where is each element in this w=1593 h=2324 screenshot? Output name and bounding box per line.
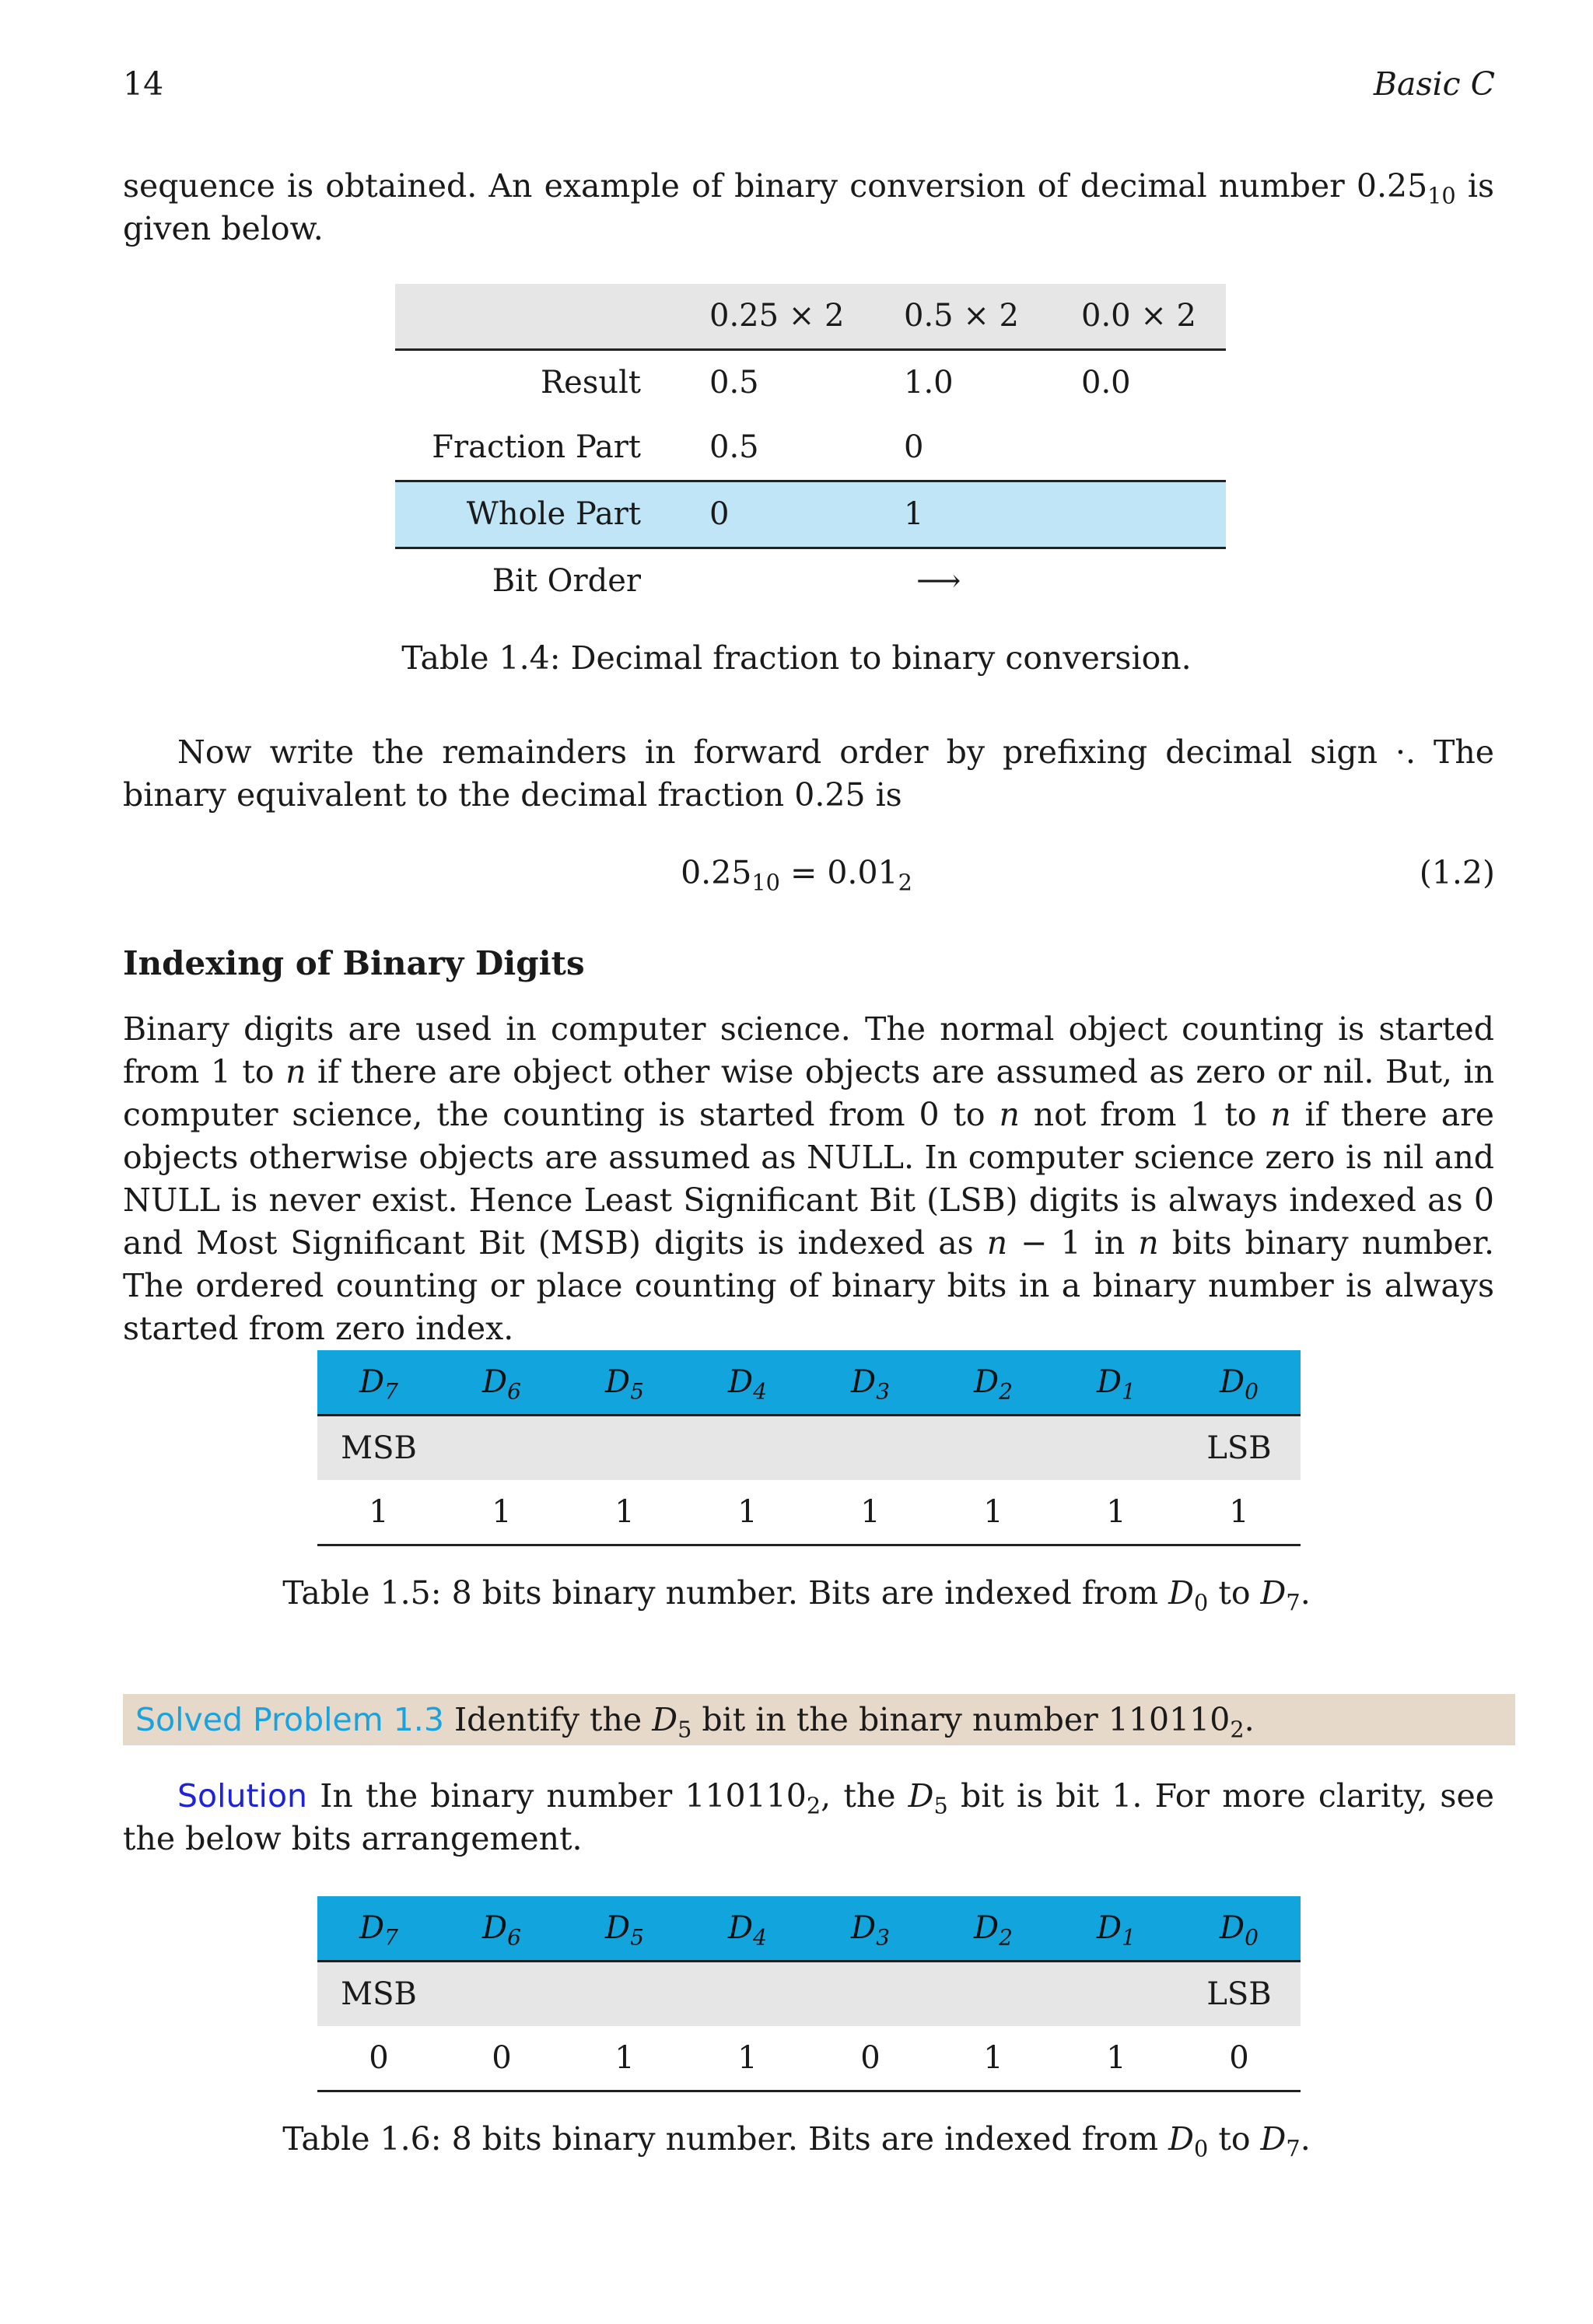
bit-label: $D_3$: [851, 1364, 890, 1405]
table-1-6: [317, 1896, 1301, 2092]
bit-index-row: [317, 1350, 1301, 1416]
table-caption: Table 1.5: 8 bits binary number. Bits are indexed from $D_0$ to $D_7$.: [282, 1574, 1311, 1616]
bit-value: 1: [369, 1494, 389, 1530]
table-cell: 1: [904, 496, 924, 532]
bit-value: 0: [1229, 2040, 1249, 2076]
row-label: Fraction Part: [432, 429, 641, 465]
bit-index-row: [317, 1896, 1301, 1962]
bit-value: 1: [737, 1494, 758, 1530]
header-cell: 0.0 × 2: [1081, 298, 1197, 334]
running-title: Basic C: [1373, 65, 1495, 103]
table-cell: 0.5: [709, 429, 759, 465]
bit-value: 0: [860, 2040, 881, 2076]
bit-label: $D_4$: [728, 1910, 767, 1951]
lsb-label: LSB: [1206, 1976, 1272, 2012]
equation-number: (1.2): [1419, 854, 1495, 891]
table-cell: 1.0: [904, 365, 954, 401]
msb-lsb-row: [317, 1962, 1301, 2026]
table-caption: Table 1.6: 8 bits binary number. Bits are indexed from $D_0$ to $D_7$.: [282, 2120, 1311, 2162]
header-cell: 0.25 × 2: [709, 298, 845, 334]
bit-value: 0: [492, 2040, 512, 2076]
bit-label: $D_4$: [728, 1364, 767, 1405]
bit-value-row: [317, 1480, 1301, 1546]
table-cell: 0.5: [709, 365, 759, 401]
table-row-result: [395, 351, 1226, 415]
page-number: 14: [123, 65, 164, 103]
solution-paragraph: Solution In the binary number $110110_2$, the $D_5$ bit is bit 1. For more clarity, see the below bits arrangement.: [123, 1777, 1495, 1857]
bit-label: $D_1$: [1097, 1364, 1136, 1405]
bit-value: 1: [983, 2040, 1003, 2076]
table-cell: 0.0: [1081, 365, 1131, 401]
bit-value: 1: [614, 1494, 635, 1530]
bit-value: 1: [860, 1494, 881, 1530]
bit-label: $D_2$: [974, 1910, 1013, 1951]
paragraph: Binary digits are used in computer science. The normal object counting is started from 1 to n if there are object other wise objects are assumed as zero or nil. But, in computer science, the counting is started from 0 to n not from 1 to n if there are objects otherwise objects are assumed as NULL. In computer science zero is nil and NULL is never exist. Hence Least Significant Bit (LSB) digits is always indexed as 0 and Most Significant Bit (MSB) digits is indexed as n − 1 in n bits binary number. The ordered counting or place counting of binary bits in a binary number is always started from zero index.: [123, 1010, 1495, 1347]
table-row-whole-highlighted: [395, 480, 1226, 549]
lsb-label: LSB: [1206, 1430, 1272, 1466]
table-cell: 0: [709, 496, 730, 532]
msb-label: MSB: [341, 1976, 417, 2012]
table-cell: 0: [904, 429, 924, 465]
bit-label: $D_6$: [482, 1910, 521, 1951]
bit-value: 1: [1106, 1494, 1126, 1530]
solution-label: Solution: [177, 1777, 308, 1815]
table-caption: Table 1.4: Decimal fraction to binary conversion.: [401, 639, 1192, 677]
section-heading: Indexing of Binary Digits: [123, 944, 585, 982]
row-label: Bit Order: [492, 563, 641, 599]
bit-value: 1: [614, 2040, 635, 2076]
solved-problem-box: Solved Problem 1.3 Identify the $D_5$ bit in the binary number $110110_2$.: [123, 1694, 1515, 1745]
bit-value-row: [317, 2026, 1301, 2092]
table-1-4: [395, 284, 1226, 614]
bit-label: $D_5$: [605, 1364, 644, 1405]
row-label: Result: [541, 365, 641, 401]
bit-value: 1: [1229, 1494, 1249, 1530]
bit-value: 1: [737, 2040, 758, 2076]
bit-value: 1: [492, 1494, 512, 1530]
solved-problem-label: Solved Problem 1.3: [135, 1701, 444, 1738]
header-cell: 0.5 × 2: [904, 298, 1020, 334]
bit-label: $D_0$: [1220, 1364, 1259, 1405]
bit-label: $D_0$: [1220, 1910, 1259, 1951]
bit-value: 1: [983, 1494, 1003, 1530]
table-1-5: [317, 1350, 1301, 1546]
bit-label: $D_7$: [359, 1910, 398, 1951]
table-row-bit-order: [395, 549, 1226, 614]
table-header-row: [395, 284, 1226, 351]
bit-value: 1: [1106, 2040, 1126, 2076]
bit-value: 0: [369, 2040, 389, 2076]
intro-paragraph: sequence is obtained. An example of binary conversion of decimal number $0.25_{10}$ is given below.: [123, 167, 1495, 247]
msb-label: MSB: [341, 1430, 417, 1466]
bit-label: $D_6$: [482, 1364, 521, 1405]
bit-label: $D_2$: [974, 1364, 1013, 1405]
bit-label: $D_3$: [851, 1910, 890, 1951]
equation: $0.25_{10} = 0.01_2$: [681, 854, 912, 896]
bit-label: $D_7$: [359, 1364, 398, 1405]
bit-label: $D_5$: [605, 1910, 644, 1951]
bit-label: $D_1$: [1097, 1910, 1136, 1951]
paragraph: Now write the remainders in forward order by prefixing decimal sign ·. The binary equivalent to the decimal fraction 0.25 is: [123, 733, 1494, 814]
right-arrow-icon: ⟶: [916, 563, 961, 599]
table-row-fraction: [395, 415, 1226, 480]
row-label: Whole Part: [466, 496, 641, 532]
msb-lsb-row: [317, 1416, 1301, 1480]
